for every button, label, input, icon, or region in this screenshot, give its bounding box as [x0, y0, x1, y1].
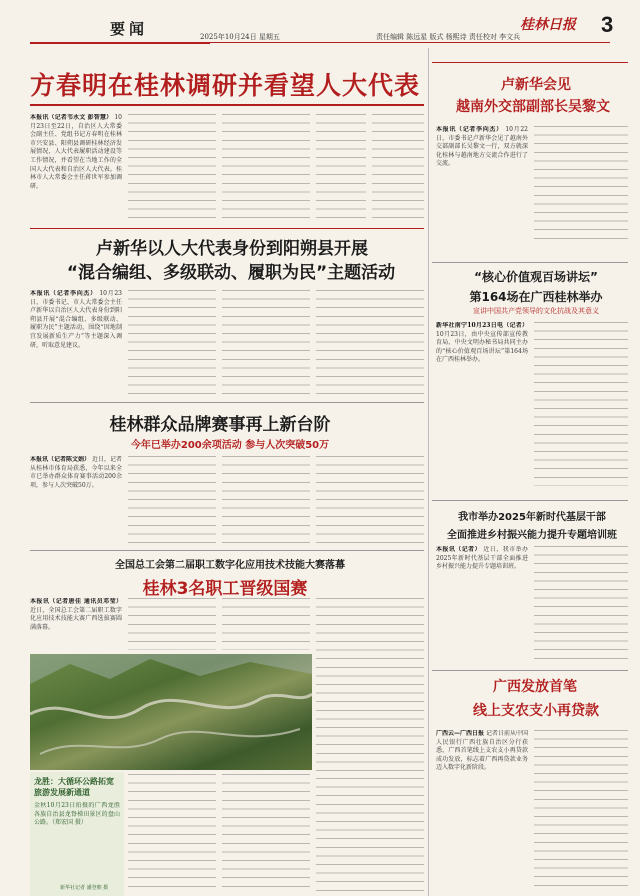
photo-caption-title: 龙胜：大循环公路拓宽 旅游发展新通道	[34, 777, 114, 797]
newspaper-masthead: 桂林日报	[520, 17, 576, 33]
right-story2-byline: 新华社南宁10月23日电（记者）	[436, 322, 528, 329]
story4-headline: 桂林3名职工晋级国赛	[142, 579, 308, 599]
story2-body: 10月23日，市委书记、市人大常委会主任卢新华以自治区人大代表身份到阳朔县开展“混合编组、多级联动、履职为民”主题活动，围绕“因地制宜发展新质生产力”等主题深入调研，听取意见建议。	[30, 290, 122, 349]
right-story4-body: 记者日前从中国人民银行广西壮族自治区分行获悉，广西首笔线上支农支小再贷款成功发放，标志着广西再贷款业务迈入数字化新阶段。	[436, 730, 528, 772]
right-story2-headline-line1: “核心价值观百场讲坛”	[474, 270, 598, 284]
story2-byline: 本报讯（记者李向杰）	[30, 290, 97, 297]
story4-kicker: 全国总工会第二届职工数字化应用技术技能大赛落幕	[115, 560, 345, 571]
right-story3-body: 近日，我市举办2025年新时代基层干部全面推进乡村振兴能力提升专题培训班。	[436, 546, 528, 571]
right-story2-body: 10月23日，由中央宣传部宣传教育局、中央文明办秘书局共同主办的“核心价值观百场讲坛”第164场在广西桂林举办。	[436, 330, 528, 364]
lead-headline-rule	[30, 104, 424, 106]
right-story4-column-2	[534, 730, 628, 890]
photo-caption-author: 新华社记者 潘登朝 摄	[60, 885, 109, 891]
story2-column-3	[222, 290, 310, 398]
divider-2	[30, 402, 424, 403]
photo-caption-body: 金秋10月23日拍摄的广西龙胜各族自治县龙脊梯田景区的盘山公路。（郑宏国 摄）	[34, 802, 120, 827]
right-top-rule	[432, 62, 628, 63]
lead-body: 10月23日至22日，自治区人大常委会副主任、党组书记方春明在桂林市兴安县、阳朔县调研桂林经济发展情况，人大代表履职活动建设等工作情况，并看望在当地工作的全国人大代表和自治区人大代表。桂林市人大常委会主任蒋世军参加调研。	[30, 114, 122, 190]
right-story4-headline-line2: 线上支农支小再贷款	[473, 703, 599, 719]
story2-column-2	[128, 290, 216, 398]
lead-column-2	[128, 114, 216, 224]
lead-column-3	[222, 114, 310, 224]
story2-column-1	[30, 290, 122, 398]
right-story1-headline-line1: 卢新华会见	[501, 77, 571, 93]
right-divider-2	[432, 500, 628, 501]
story4-column-6	[222, 774, 310, 892]
issue-date: 2025年10月24日 星期五	[200, 33, 280, 41]
right-story2-column-1	[436, 322, 528, 486]
right-story4-column-1	[436, 730, 528, 890]
right-story3-column-2	[534, 546, 628, 664]
right-story2-subheadline: 宣讲中国共产党领导的文化抗战及其意义	[473, 307, 599, 315]
story2-column-4	[316, 290, 424, 398]
section-label: 要闻	[110, 20, 149, 38]
story2-headline-line1: 卢新华以人大代表身份到阳朔县开展	[96, 239, 368, 259]
lead-column-4	[316, 114, 366, 224]
right-story3-byline: 本报讯（记者）	[436, 546, 482, 553]
right-story3-headline-line2: 全面推进乡村振兴能力提升专题培训班	[447, 530, 617, 541]
right-story1-column-1	[436, 126, 528, 242]
story3-headline: 桂林群众品牌赛事再上新台阶	[109, 415, 331, 435]
story3-column-2	[128, 456, 216, 546]
story2-headline-line2: “混合编组、多级联动、履职为民”主题活动	[66, 263, 396, 283]
right-story3-column-1	[436, 546, 528, 664]
story4-column-7	[316, 778, 424, 892]
landscape-photo	[30, 654, 312, 770]
right-story4-byline: 广西云—广西日报	[436, 730, 485, 737]
story3-subheadline: 今年已举办200余项活动 参与人次突破50万	[130, 440, 330, 451]
lead-column-1	[30, 114, 122, 224]
editor-credits: 责任编辑 陈远星 版式 杨熙诗 责任校对 李文兵	[376, 33, 521, 41]
story3-column-1	[30, 456, 122, 546]
mountain-road-image	[30, 654, 312, 770]
right-story1-column-2	[534, 126, 628, 242]
lead-headline: 方春明在桂林调研并看望人大代表	[30, 71, 421, 100]
right-story4-headline-line1: 广西发放首笔	[493, 679, 577, 695]
section-divider	[30, 228, 424, 229]
story4-column-5	[128, 774, 216, 892]
story4-column-2	[128, 598, 216, 650]
right-story2-headline-line2: 第164场在广西桂林举办	[469, 290, 603, 304]
right-story2-column-2	[534, 322, 628, 486]
right-story1-body: 10月22日，市委书记卢新华会见了越南外交部副部长吴黎文一行，双方就深化桂林与越南地方交流合作进行了交流。	[436, 126, 528, 168]
right-story1-headline-line2: 越南外交部副部长吴黎文	[456, 99, 610, 115]
story3-body: 近日，记者从桂林市体育局获悉，今年以来全市已举办群众体育赛事活动200余项，参与人次突破50万。	[30, 456, 122, 489]
story4-body: 近日，全国总工会第二届职工数字化应用技术技能大赛广西选拔赛圆满落幕。	[30, 606, 122, 631]
right-story1-byline: 本报讯（记者李向杰）	[436, 126, 503, 133]
right-divider-1	[432, 262, 628, 263]
divider-3	[30, 550, 424, 551]
lead-column-5	[372, 114, 424, 224]
page-number: 3	[601, 12, 614, 37]
header-rule	[30, 42, 610, 43]
story4-column-4	[316, 598, 424, 774]
right-divider-3	[432, 670, 628, 671]
story3-byline: 本报讯（记者陈文娟）	[30, 456, 91, 463]
story3-column-4	[316, 456, 424, 546]
column-separator	[428, 48, 429, 896]
story3-column-3	[222, 456, 310, 546]
story4-byline: 本报讯（记者唐佳 通讯员邓莹）	[30, 598, 122, 605]
story4-column-3	[222, 598, 310, 650]
right-story3-headline-line1: 我市举办2025年新时代基层干部	[458, 512, 606, 523]
lead-byline: 本报讯（记者韦永文 彭智慧）	[30, 114, 113, 121]
story4-column-1	[30, 598, 122, 650]
